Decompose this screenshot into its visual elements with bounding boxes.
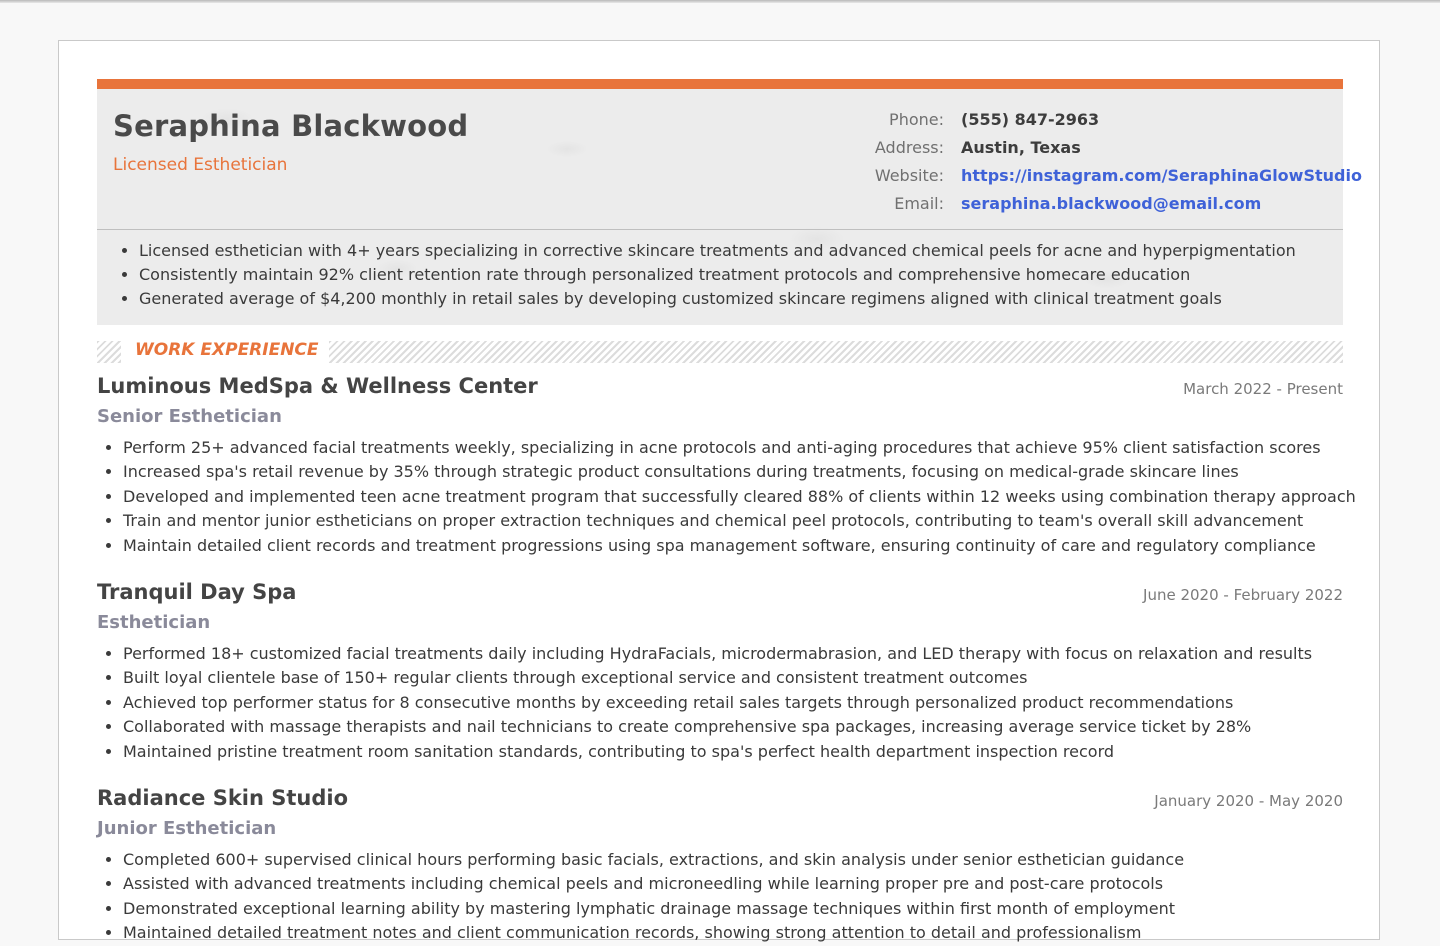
company-name: Radiance Skin Studio [97, 786, 349, 810]
website-link[interactable]: https://instagram.com/SeraphinaGlowStudio [961, 166, 1362, 185]
job-bullet: • Built loyal clientele base of 150+ regular clients through exceptional service and consistent treatment outcomes [123, 666, 1312, 690]
phone-value: (555) 847-2963 [961, 110, 1100, 129]
job-title: Junior Esthetician [97, 818, 277, 839]
job-bullet: • Increased spa's retail revenue by 35% through strategic product consultations during treatments, focusing on medical-grade skincare lines [123, 460, 1356, 484]
job-bullet: • Demonstrated exceptional learning ability by mastering lymphatic drainage massage techniques within first month of employment [123, 897, 1184, 921]
job-bullet: • Perform 25+ advanced facial treatments weekly, specializing in acne protocols and anti-aging procedures that achieve 95% client satisfaction scores [123, 436, 1356, 460]
candidate-name: Seraphina Blackwood [113, 109, 469, 143]
contact-address [797, 138, 1337, 162]
summary-list [117, 239, 1296, 311]
job-bullet: • Maintained detailed treatment notes and client communication records, showing strong attention to detail and professionalism [123, 921, 1184, 945]
job-bullet: • Maintain detailed client records and treatment progressions using spa management software, ensuring continuity of care and regulatory compliance [123, 534, 1356, 558]
job-bullet: • Completed 600+ supervised clinical hours performing basic facials, extractions, and skin analysis under senior esthetician guidance [123, 848, 1184, 872]
company-name: Luminous MedSpa & Wellness Center [97, 374, 538, 398]
resume-page [58, 40, 1380, 943]
email-link[interactable]: seraphina.blackwood@email.com [961, 194, 1262, 213]
job-title: Esthetician [97, 612, 211, 633]
contact-label: Email: [894, 194, 944, 213]
job-dates: January 2020 - May 2020 [1154, 792, 1343, 810]
job-bullet: • Developed and implemented teen acne treatment program that successfully cleared 88% of clients within 12 weeks using combination therapy approach [123, 485, 1356, 509]
job-title: Senior Esthetician [97, 406, 282, 427]
job-bullet: • Train and mentor junior estheticians on proper extraction techniques and chemical peel protocols, contributing to team's overall skill advancement [123, 509, 1356, 533]
job-bullets [97, 436, 1356, 558]
job-bullet: • Performed 18+ customized facial treatments daily including HydraFacials, microdermabrasion, and LED therapy with focus on relaxation and results [123, 642, 1312, 666]
contact-label: Address: [874, 138, 944, 157]
contact-email [797, 194, 1337, 218]
work-experience-heading [97, 341, 1343, 363]
candidate-role: Licensed Esthetician [113, 155, 288, 175]
summary-item: • Licensed esthetician with 4+ years specializing in corrective skincare treatments and advanced chemical peels for acne and hyperpigmentation [139, 239, 1296, 263]
resume-header [97, 79, 1362, 325]
contact-phone [797, 110, 1337, 134]
summary-item: • Generated average of $4,200 monthly in retail sales by developing customized skincare regimens aligned with clinical treatment goals [139, 287, 1296, 311]
section-title: WORK EXPERIENCE [135, 340, 319, 360]
contact-label: Phone: [889, 110, 944, 129]
header-divider [97, 229, 1343, 230]
job-bullet: • Maintained pristine treatment room sanitation standards, contributing to spa's perfect health department inspection record [123, 740, 1312, 764]
job-bullet: • Achieved top performer status for 8 consecutive months by exceeding retail sales targets through personalized product recommendations [123, 691, 1312, 715]
job-bullets [97, 642, 1312, 764]
address-value: Austin, Texas [961, 138, 1081, 157]
accent-bar [97, 79, 1343, 89]
summary-item: • Consistently maintain 92% client retention rate through personalized treatment protocols and comprehensive homecare education [139, 263, 1296, 287]
job-dates: March 2022 - Present [1183, 380, 1343, 398]
job-bullets [97, 848, 1184, 946]
heading-hatch-right [329, 341, 1343, 363]
heading-hatch-left [97, 341, 121, 363]
job-bullet: • Assisted with advanced treatments including chemical peels and microneedling while learning proper pre and post-care protocols [123, 872, 1184, 896]
job-bullet: • Collaborated with massage therapists and nail technicians to create comprehensive spa packages, increasing average service ticket by 28% [123, 715, 1312, 739]
window-top-edge [0, 0, 1440, 3]
company-name: Tranquil Day Spa [97, 580, 297, 604]
contact-website [797, 166, 1362, 190]
job-dates: June 2020 - February 2022 [1143, 586, 1343, 604]
contact-label: Website: [874, 166, 944, 185]
